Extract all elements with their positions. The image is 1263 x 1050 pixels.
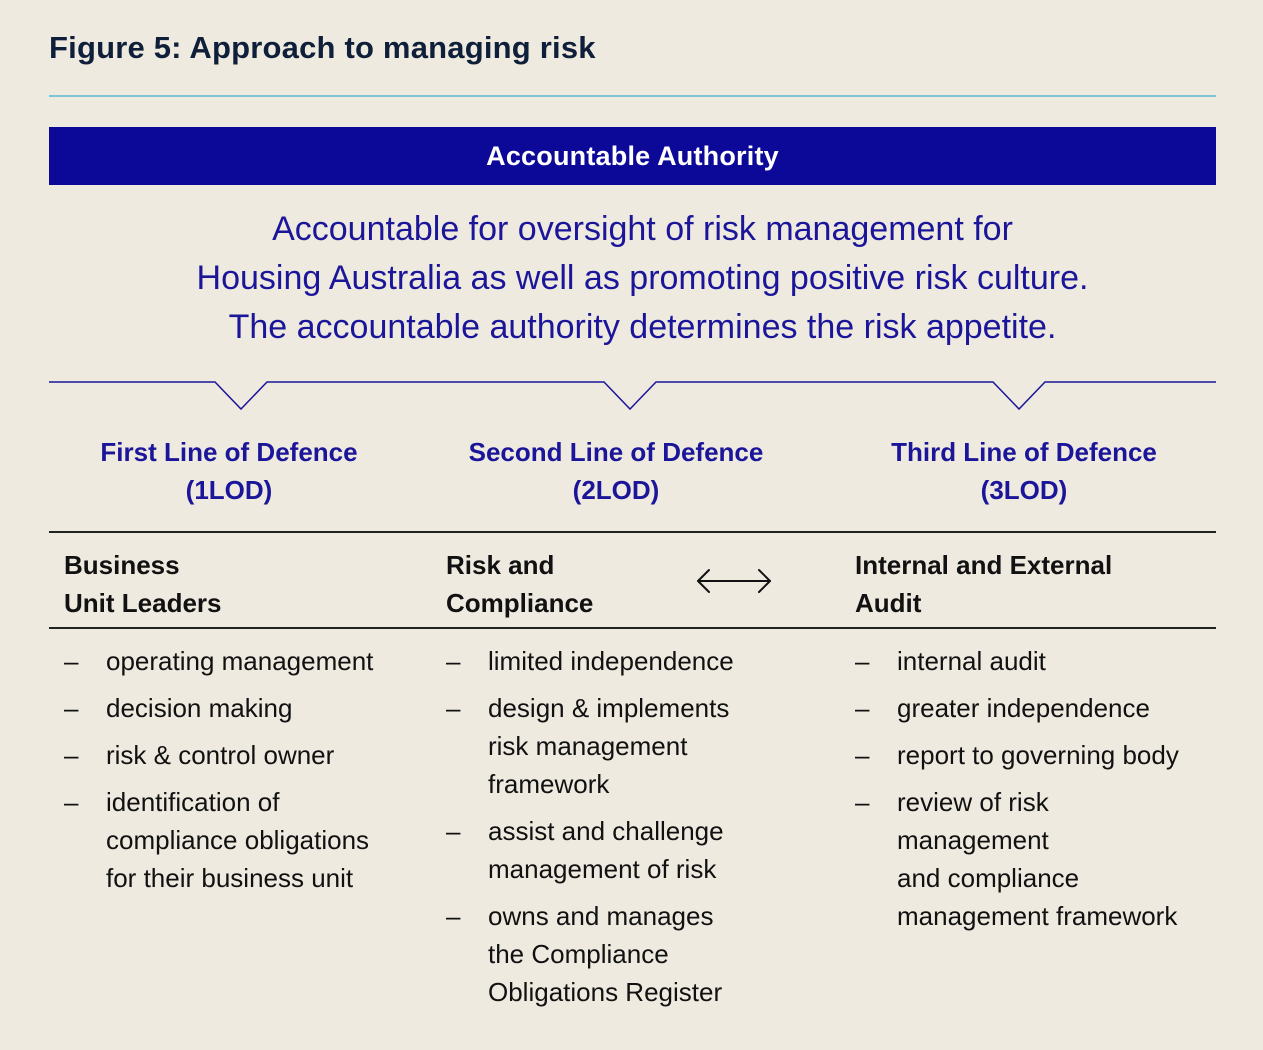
role-line: Unit Leaders <box>64 588 222 618</box>
list-item-text: design & implements <box>488 693 730 723</box>
roles-bottom-divider <box>49 627 1216 629</box>
list-item <box>446 642 734 680</box>
dash-bullet: – <box>446 901 461 931</box>
list-item-text: report to governing body <box>897 740 1179 770</box>
title-divider <box>49 95 1216 97</box>
list-item-text: owns and manages <box>488 901 714 931</box>
list-item-text: management <box>897 825 1049 855</box>
role-line: Compliance <box>446 588 594 618</box>
lod-heading-first <box>39 433 419 509</box>
list-item <box>64 642 373 680</box>
list-item <box>446 897 734 1011</box>
dash-bullet: – <box>446 693 461 723</box>
list-item-text: the Compliance <box>488 939 669 969</box>
authority-description-line: Housing Australia as well as promoting positive risk culture. <box>196 259 1089 297</box>
lod-abbreviation: (2LOD) <box>572 475 660 505</box>
authority-description <box>49 205 1236 352</box>
figure-title: Figure 5: Approach to managing risk <box>49 30 596 65</box>
dash-bullet: – <box>855 740 870 770</box>
second-line-responsibilities <box>446 642 734 1020</box>
dash-bullet: – <box>64 646 79 676</box>
role-first-line <box>64 546 222 622</box>
list-item <box>64 689 373 727</box>
authority-description-line: Accountable for oversight of risk management for <box>272 210 1013 248</box>
lod-title: Second Line of Defence <box>468 437 764 467</box>
dash-bullet: – <box>855 693 870 723</box>
list-item-text: decision making <box>106 693 293 723</box>
list-item <box>64 783 373 897</box>
role-line: Risk and <box>446 550 555 580</box>
double-arrow-icon <box>695 565 775 597</box>
list-item <box>855 736 1179 774</box>
list-item-text: management of risk <box>488 854 717 884</box>
list-item-text: for their business unit <box>106 863 354 893</box>
dash-bullet: – <box>64 787 79 817</box>
list-item-text: risk management <box>488 731 688 761</box>
list-item-text: risk & control owner <box>106 740 335 770</box>
list-item-text: framework <box>488 769 610 799</box>
dash-bullet: – <box>64 693 79 723</box>
list-item <box>855 783 1179 935</box>
lod-abbreviation: (3LOD) <box>980 475 1068 505</box>
list-item-text: greater independence <box>897 693 1150 723</box>
list-item <box>446 689 734 803</box>
chevron-down-icon <box>49 382 437 409</box>
roles-top-divider <box>49 531 1216 533</box>
dash-bullet: – <box>446 816 461 846</box>
list-item-text: compliance obligations <box>106 825 370 855</box>
chevron-connector-line <box>0 370 1263 420</box>
first-line-responsibilities <box>64 642 373 906</box>
list-item-text: review of risk <box>897 787 1049 817</box>
accountable-authority-bar <box>49 127 1216 185</box>
chevron-down-icon <box>827 382 1216 409</box>
list-item <box>855 642 1179 680</box>
role-third-line <box>855 546 1112 622</box>
list-item-text: Obligations Register <box>488 977 723 1007</box>
list-item-text: limited independence <box>488 646 734 676</box>
chevron-down-icon <box>437 382 827 409</box>
lod-abbreviation: (1LOD) <box>185 475 273 505</box>
third-line-responsibilities <box>855 642 1179 944</box>
role-line: Internal and External <box>855 550 1113 580</box>
list-item-text: assist and challenge <box>488 816 724 846</box>
lod-heading-second <box>426 433 806 509</box>
role-second-line <box>446 546 593 622</box>
dash-bullet: – <box>855 646 870 676</box>
dash-bullet: – <box>855 787 870 817</box>
lod-heading-third <box>834 433 1214 509</box>
list-item-text: management framework <box>897 901 1178 931</box>
list-item-text: internal audit <box>897 646 1046 676</box>
authority-description-line: The accountable authority determines the risk appetite. <box>228 308 1057 346</box>
dash-bullet: – <box>64 740 79 770</box>
accountable-authority-label: Accountable Authority <box>486 140 779 171</box>
list-item <box>855 689 1179 727</box>
list-item-text: and compliance <box>897 863 1080 893</box>
lod-title: Third Line of Defence <box>891 437 1157 467</box>
list-item-text: identification of <box>106 787 280 817</box>
list-item <box>446 812 734 888</box>
dash-bullet: – <box>446 646 461 676</box>
role-line: Business <box>64 550 180 580</box>
lod-title: First Line of Defence <box>100 437 358 467</box>
role-line: Audit <box>855 588 922 618</box>
list-item <box>64 736 373 774</box>
list-item-text: operating management <box>106 646 374 676</box>
